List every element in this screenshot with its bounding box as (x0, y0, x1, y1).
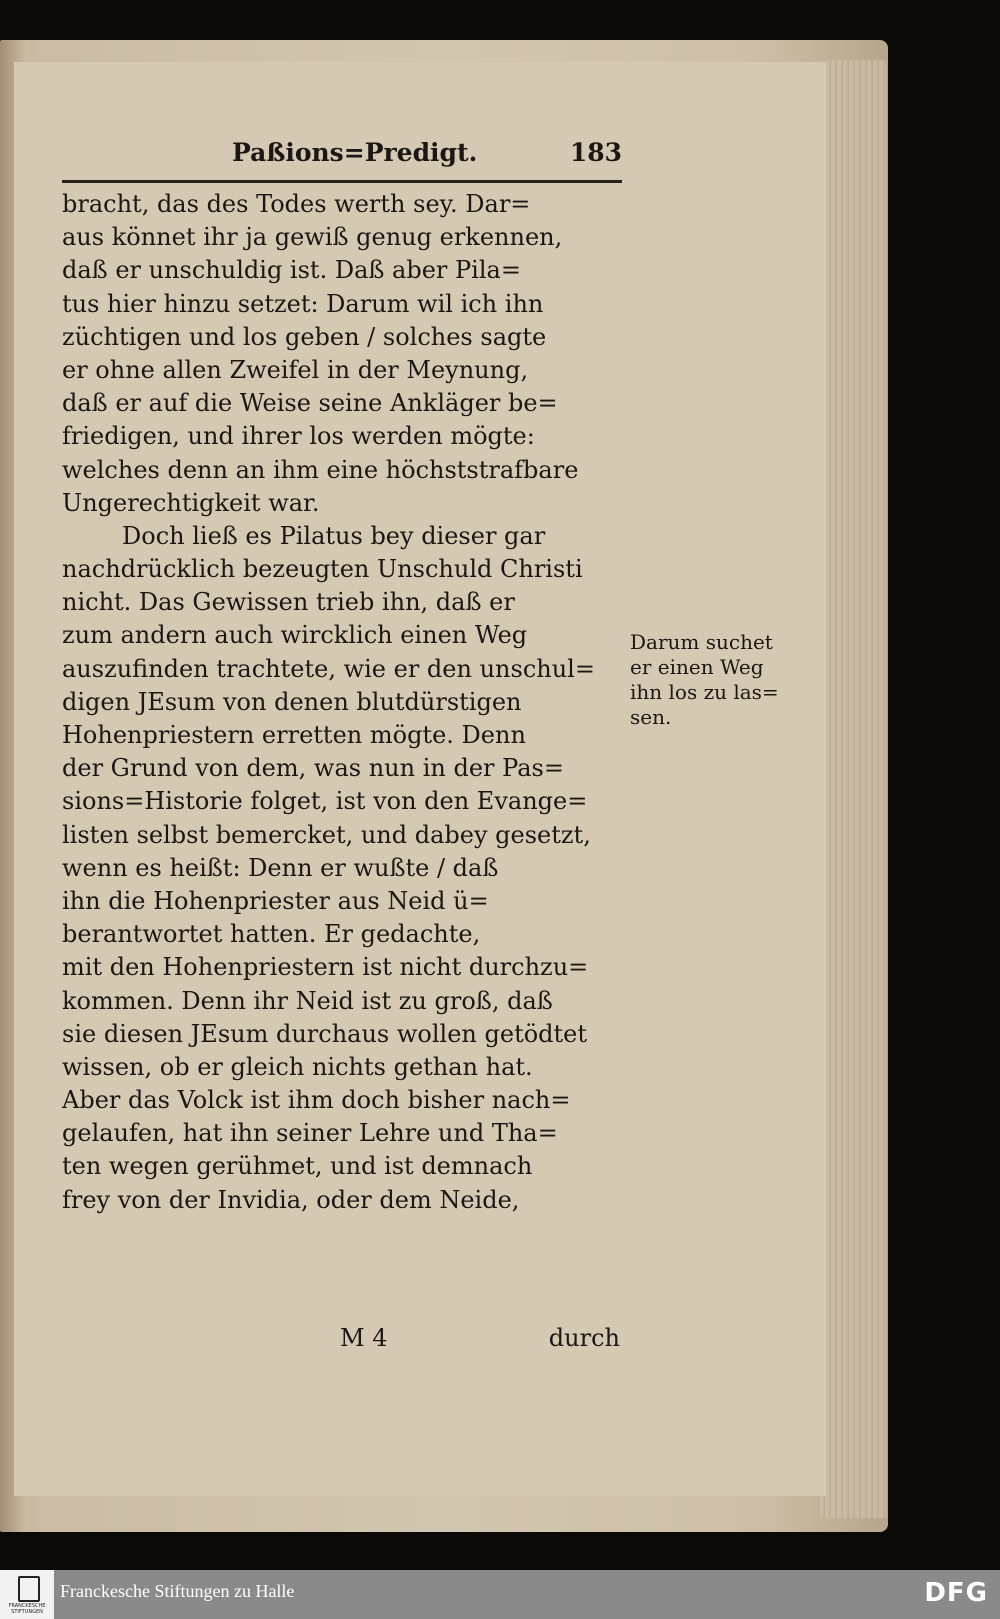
text-line: Aber das Volck ist ihm doch bisher nach= (62, 1086, 571, 1115)
text-line: er ohne allen Zweifel in der Meynung, (62, 355, 529, 384)
running-head-title: Paßions=Predigt. (232, 138, 478, 167)
page-edges (820, 60, 886, 1518)
text-line: mit den Hohenpriestern ist nicht durchzu= (62, 953, 589, 982)
text-line: welches denn an ihm eine höchststrafbare (62, 455, 579, 484)
running-head (232, 138, 632, 174)
text-line: Doch ließ es Pilatus bey dieser gar (122, 521, 546, 550)
page-foot (62, 1324, 626, 1358)
text-line: wissen, ob er gleich nichts gethan hat. (62, 1052, 533, 1081)
text-line: daß er unschuldig ist. Daß aber Pila= (62, 256, 521, 285)
logo-text: FRANCKESCHE STIFTUNGEN (8, 1603, 46, 1615)
text-line: Ungerechtigkeit war. (62, 488, 320, 517)
text-line: tus hier hinzu setzet: Darum wil ich ihn (62, 289, 544, 318)
margin-note-line: Darum suchet (630, 630, 773, 654)
text-line: bracht, das des Todes werth sey. Dar= (62, 190, 531, 218)
text-line: kommen. Denn ihr Neid ist zu groß, daß (62, 986, 553, 1015)
text-line: friedigen, und ihrer los werden mögte: (62, 422, 535, 451)
text-line: nachdrücklich bezeugten Unschuld Christi (62, 555, 583, 584)
text-line: der Grund von dem, was nun in der Pas= (62, 754, 564, 783)
institution-logo[interactable] (0, 1570, 54, 1619)
body-text (62, 188, 626, 1217)
margin-note (630, 630, 790, 730)
text-line: digen JEsum von denen blutdürstigen (62, 687, 522, 716)
margin-note-line: er einen Weg (630, 655, 764, 679)
page-number: 183 (569, 138, 622, 167)
text-line: ihn die Hohenpriester aus Neid ü= (62, 886, 489, 915)
text-line: daß er auf die Weise seine Ankläger be= (62, 389, 558, 418)
margin-note-line: ihn los zu las= (630, 680, 779, 704)
institution-name[interactable]: Franckesche Stiftungen zu Halle (60, 1581, 295, 1601)
text-line: gelaufen, hat ihn seiner Lehre und Tha= (62, 1119, 558, 1148)
text-line: sie diesen JEsum durchaus wollen getödtet (62, 1019, 588, 1048)
text-line: wenn es heißt: Denn er wußte / daß (62, 853, 499, 882)
text-line: listen selbst bemercket, und dabey gesetzt, (62, 820, 591, 849)
text-line: züchtigen und los geben / solches sagte (62, 322, 547, 351)
viewer-footer (0, 1570, 1000, 1619)
margin-note-line: sen. (630, 705, 672, 729)
header-rule (62, 180, 622, 183)
text-line: sions=Historie folget, ist von den Evange= (62, 787, 588, 816)
text-line: Hohenpriestern erretten mögte. Denn (62, 721, 526, 749)
text-line: nicht. Das Gewissen trieb ihn, daß er (62, 588, 515, 617)
text-line: berantwortet hatten. Er gedachte, (62, 920, 481, 949)
dfg-logo[interactable]: DFG (924, 1578, 988, 1608)
text-line: aus könnet ihr ja gewiß genug erkennen, (62, 223, 563, 252)
signature-mark: M 4 (340, 1324, 388, 1352)
catchword: durch (548, 1324, 620, 1352)
text-line: frey von der Invidia, oder dem Neide, (62, 1185, 520, 1214)
text-line: ten wegen gerühmet, und ist demnach (62, 1152, 533, 1181)
text-line: auszufinden trachtete, wie er den unschul= (62, 654, 595, 683)
text-line: zum andern auch wircklich einen Weg (62, 621, 528, 650)
logo-mark-icon (18, 1576, 40, 1602)
